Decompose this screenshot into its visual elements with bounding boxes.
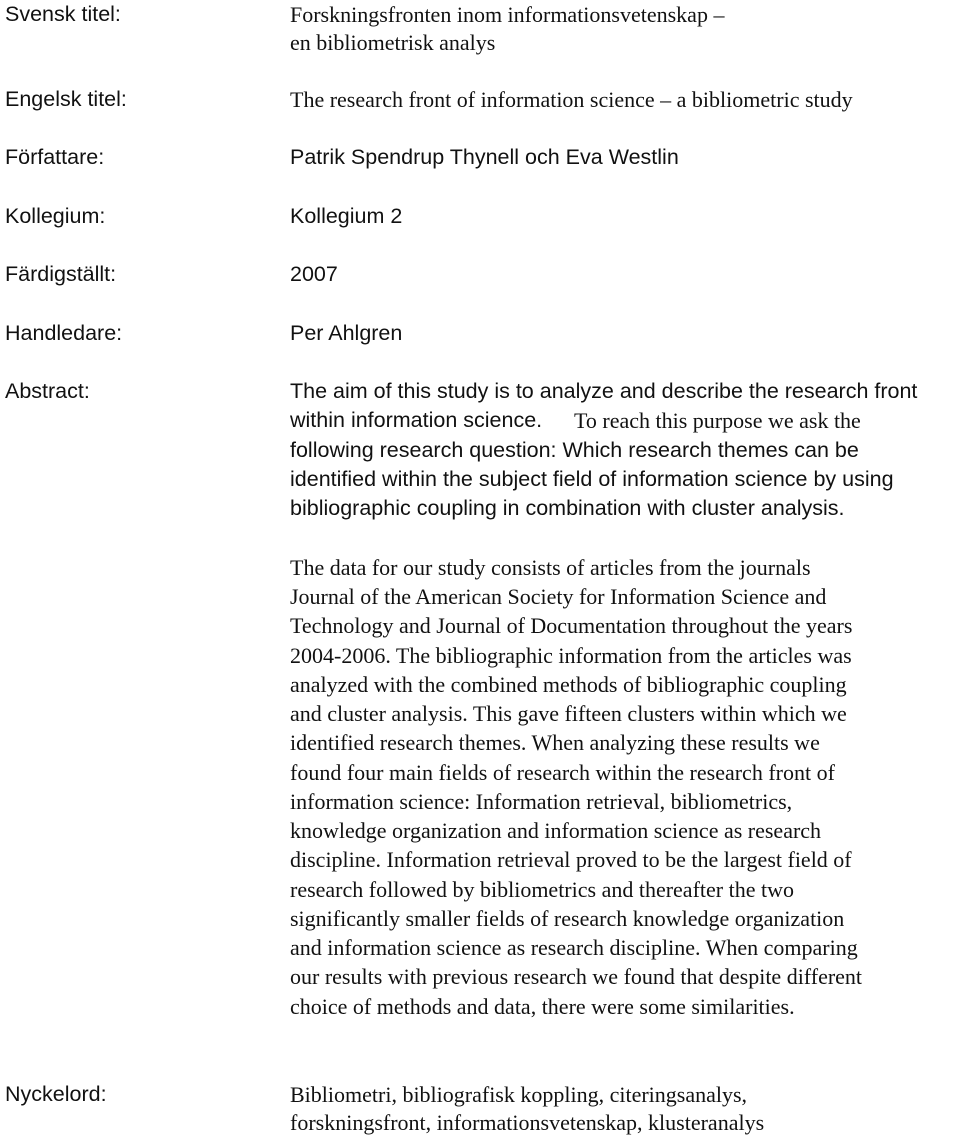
value-svensk-titel-line-2: en bibliometrisk analys [290, 30, 496, 55]
abstract-p2-line-5: analyzed with the combined methods of bibliographic coupling [290, 672, 847, 697]
abstract-p1-line-1: The aim of this study is to analyze and describe the research front [290, 379, 918, 403]
abstract-p2-line-3: Technology and Journal of Documentation throughout the years [290, 613, 853, 638]
label-fardigstallt: Färdigställt: [5, 262, 117, 286]
abstract-p2-line-10: knowledge organization and information science as research [290, 818, 822, 843]
value-nyckelord-line-2: forskningsfront, informationsvetenskap, klusteranalys [290, 1110, 765, 1135]
abstract-p2-line-14: and information science as research discipline. When comparing [290, 935, 858, 960]
label-kollegium: Kollegium: [5, 204, 106, 228]
label-svensk-titel: Svensk titel: [5, 2, 121, 26]
value-forfattare: Patrik Spendrup Thynell och Eva Westlin [290, 145, 679, 169]
abstract-p2-line-15: our results with previous research we found that despite different [290, 964, 863, 989]
abstract-p2-line-9: information science: Information retrieval, bibliometrics, [290, 789, 793, 814]
label-abstract: Abstract: [5, 379, 90, 403]
abstract-p2-line-13: significantly smaller fields of research knowledge organization [290, 906, 845, 931]
abstract-p2-line-12: research followed by bibliometrics and thereafter the two [290, 877, 794, 902]
abstract-p1-line-4: identified within the subject field of information science by using [290, 467, 894, 491]
abstract-p2-line-1: The data for our study consists of articles from the journals [290, 555, 811, 580]
value-handledare: Per Ahlgren [290, 321, 403, 345]
label-nyckelord: Nyckelord: [5, 1082, 107, 1106]
abstract-p2-line-16: choice of methods and data, there were some similarities. [290, 994, 795, 1019]
value-fardigstallt: 2007 [290, 262, 338, 286]
value-nyckelord-line-1: Bibliometri, bibliografisk koppling, citeringsanalys, [290, 1082, 748, 1107]
abstract-p1-line-2b: To reach this purpose we ask the [574, 408, 861, 433]
abstract-p2-line-8: found four main fields of research within the research front of [290, 760, 835, 785]
label-forfattare: Författare: [5, 145, 105, 169]
abstract-p1-line-2a: within information science. [290, 408, 543, 432]
value-engelsk-titel: The research front of information science – a bibliometric study [290, 87, 853, 112]
abstract-p2-line-6: and cluster analysis. This gave fifteen clusters within which we [290, 701, 847, 726]
value-svensk-titel-line-1: Forskningsfronten inom informationsvetenskap – [290, 2, 725, 27]
abstract-p2-line-7: identified research themes. When analyzing these results we [290, 730, 820, 755]
value-kollegium: Kollegium 2 [290, 204, 403, 228]
abstract-p2-line-2: Journal of the American Society for Information Science and [290, 584, 827, 609]
abstract-p1-line-5: bibliographic coupling in combination with cluster analysis. [290, 496, 845, 520]
label-handledare: Handledare: [5, 321, 123, 345]
abstract-p1-line-3: following research question: Which research themes can be [290, 438, 859, 462]
label-engelsk-titel: Engelsk titel: [5, 87, 127, 111]
abstract-p2-line-4: 2004-2006. The bibliographic information from the articles was [290, 643, 852, 668]
abstract-p2-line-11: discipline. Information retrieval proved to be the largest field of [290, 847, 852, 872]
